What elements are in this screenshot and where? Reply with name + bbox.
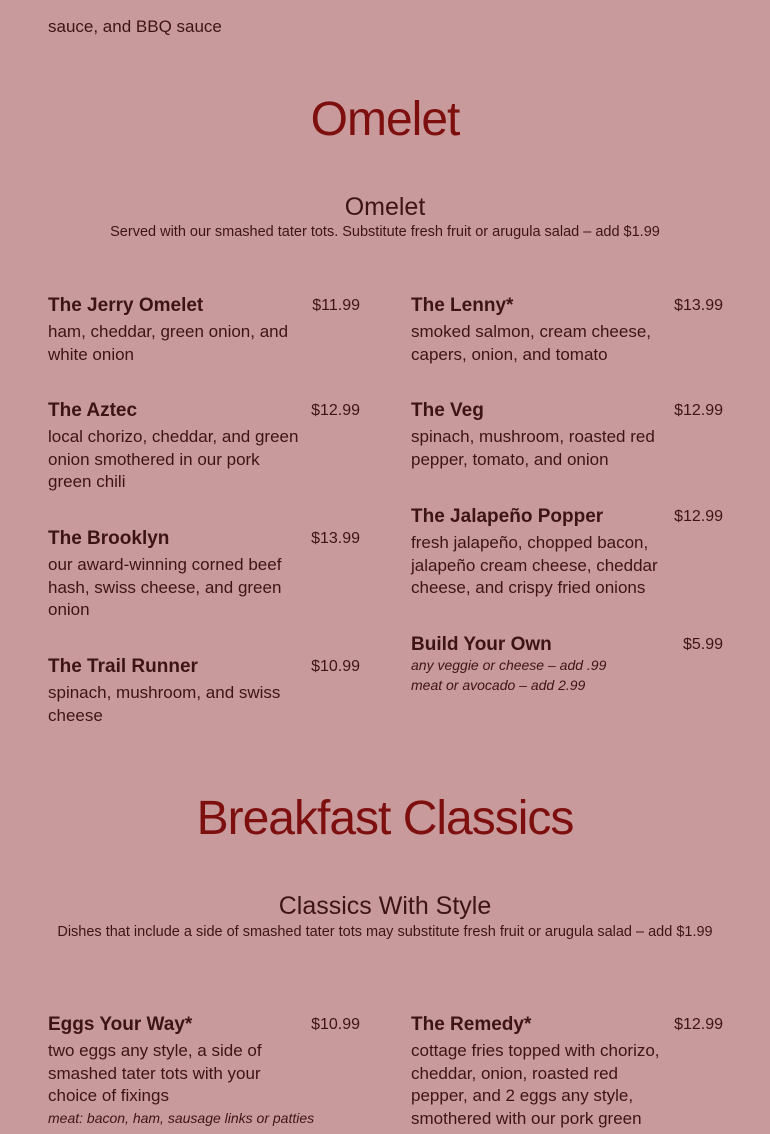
item-name: Build Your Own	[411, 634, 552, 655]
item-description: ham, cheddar, green onion, and white onion	[48, 322, 289, 364]
item-price: $12.99	[674, 402, 723, 419]
menu-item	[48, 1013, 360, 1128]
item-price: $13.99	[674, 297, 723, 314]
item-description: two eggs any style, a side of smashed tater tots with your choice of fixings	[48, 1041, 262, 1105]
subsection-note-omelet: Served with our smashed tater tots. Substitute fresh fruit or arugula salad – add $1.99	[110, 224, 660, 240]
item-addon: meat: bacon, ham, sausage links or patties	[48, 1109, 315, 1126]
item-price: $10.99	[311, 658, 360, 675]
item-price: $10.99	[311, 1016, 360, 1033]
menu-item	[411, 1013, 723, 1130]
item-name: The Jerry Omelet	[48, 295, 204, 316]
menu-item	[48, 527, 360, 622]
item-name: The Lenny*	[411, 295, 514, 316]
section-title-breakfast-classics: Breakfast Classics	[196, 792, 574, 845]
subsection-note-classics: Dishes that include a side of smashed tater tots may substitute fresh fruit or arugula salad – add $1.99	[57, 924, 713, 940]
item-name: The Aztec	[48, 400, 138, 421]
item-name: The Remedy*	[411, 1014, 532, 1035]
menu-item	[48, 399, 360, 494]
item-description: cottage fries topped with chorizo, cheddar, onion, roasted red pepper, and 2 eggs any style, smothered with our pork green	[411, 1041, 660, 1128]
item-name: The Trail Runner	[48, 656, 198, 677]
item-price: $11.99	[312, 297, 360, 314]
item-price: $12.99	[674, 1016, 723, 1033]
previous-item-description	[48, 0, 318, 38]
subsection-title-omelet: Omelet	[344, 193, 426, 221]
subsection-title-classics: Classics With Style	[278, 892, 492, 920]
item-addon: any veggie or cheese – add .99	[411, 657, 607, 673]
item-price: $13.99	[311, 530, 360, 547]
previous-item-description-line: sauce, and BBQ sauce	[48, 17, 222, 36]
menu-item	[411, 399, 723, 471]
item-name: The Jalapeño Popper	[411, 506, 604, 527]
menu-item	[48, 655, 360, 727]
item-addon: meat or avocado – add 2.99	[411, 677, 586, 693]
item-description: smoked salmon, cream cheese, capers, onion, and tomato	[411, 322, 651, 364]
item-description: fresh jalapeño, chopped bacon, jalapeño cream cheese, cheddar cheese, and crispy fried onions	[411, 533, 658, 597]
item-name: The Veg	[411, 400, 484, 421]
item-name: The Brooklyn	[48, 528, 170, 549]
item-price: $12.99	[674, 508, 723, 525]
item-price: $12.99	[311, 402, 360, 419]
menu-item	[411, 633, 723, 695]
item-description: spinach, mushroom, and swiss cheese	[48, 683, 281, 725]
item-price: $5.99	[682, 636, 723, 653]
menu-item	[411, 294, 723, 366]
section-title-omelet: Omelet	[310, 93, 460, 146]
item-name: Eggs Your Way*	[48, 1014, 193, 1035]
item-description: spinach, mushroom, roasted red pepper, tomato, and onion	[411, 427, 655, 469]
menu-item	[411, 505, 723, 600]
menu-item	[48, 294, 360, 366]
item-description: local chorizo, cheddar, and green onion smothered in our pork green chili	[48, 427, 299, 491]
item-description: our award-winning corned beef hash, swiss cheese, and green onion	[48, 555, 282, 619]
